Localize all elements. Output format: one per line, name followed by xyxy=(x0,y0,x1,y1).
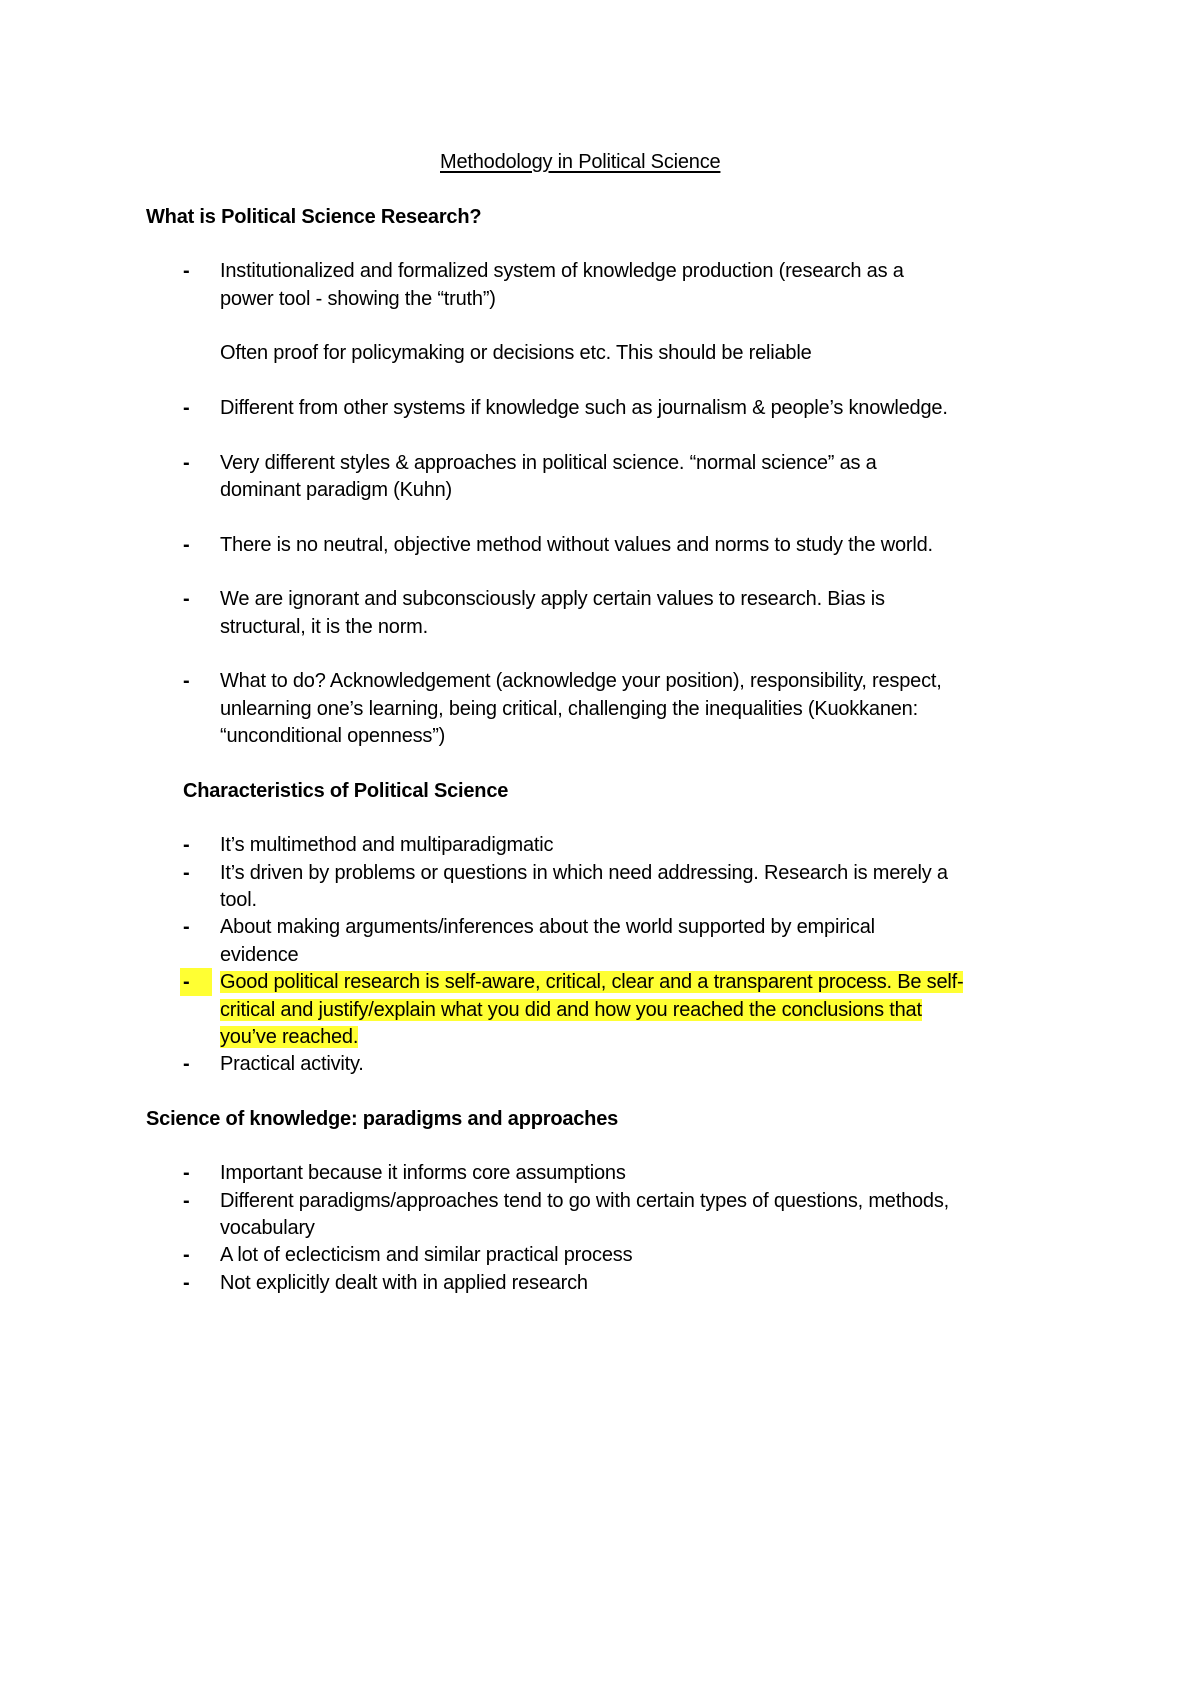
list-item-line: Very different styles & approaches in political science. “normal science” as a xyxy=(220,452,877,474)
bullet-dash: - xyxy=(183,1162,190,1184)
list-item-line: unlearning one’s learning, being critical, challenging the inequalities (Kuokkanen: xyxy=(220,698,918,720)
page-title: Methodology in Political Science xyxy=(440,151,721,173)
list-item-line: Important because it informs core assumptions xyxy=(220,1162,626,1184)
list-item-line: dominant paradigm (Kuhn) xyxy=(220,479,452,501)
bullet-dash: - xyxy=(183,834,190,856)
highlighted-text: Be self- xyxy=(897,971,964,993)
section-heading-research: What is Political Science Research? xyxy=(146,206,482,228)
list-item-line: What to do? Acknowledgement (acknowledge your position), responsibility, respect, xyxy=(220,670,942,692)
list-item-line: power tool - showing the “truth”) xyxy=(220,288,496,310)
list-item-line: “unconditional openness”) xyxy=(220,725,446,747)
list-item-line: It’s multimethod and multiparadigmatic xyxy=(220,834,554,856)
list-item-line: tool. xyxy=(220,889,257,911)
bullet-dash: - xyxy=(183,397,190,419)
bullet-dash: - xyxy=(183,588,190,610)
bullet-dash: - xyxy=(183,916,190,938)
list-item-line: A lot of eclecticism and similar practical process xyxy=(220,1244,633,1266)
list-item-line: Practical activity. xyxy=(220,1053,364,1075)
list-item-line xyxy=(220,968,963,996)
section-heading-characteristics: Characteristics of Political Science xyxy=(183,780,509,802)
bullet-dash: - xyxy=(183,452,190,474)
highlighted-text: Good political research is self-aware, critical, clear and a transparent process. xyxy=(220,971,898,993)
list-item-line: Not explicitly dealt with in applied research xyxy=(220,1272,588,1294)
list-item-line xyxy=(220,996,922,1024)
list-item-line: Different from other systems if knowledge such as journalism & people’s knowledge. xyxy=(220,397,948,419)
list-item-line: Institutionalized and formalized system of knowledge production (research as a xyxy=(220,260,904,282)
bullet-dash: - xyxy=(183,1053,190,1075)
list-item-line xyxy=(220,1023,358,1051)
list-item-line: About making arguments/inferences about the world supported by empirical xyxy=(220,916,875,938)
list-item-line: It’s driven by problems or questions in which need addressing. Research is merely a xyxy=(220,862,948,884)
list-item-line: There is no neutral, objective method without values and norms to study the world. xyxy=(220,534,933,556)
bullet-dash: - xyxy=(183,260,190,282)
list-item-line: Different paradigms/approaches tend to go with certain types of questions, methods, xyxy=(220,1190,950,1212)
list-item-line: vocabulary xyxy=(220,1217,315,1239)
bullet-dash: - xyxy=(183,670,190,692)
list-item-line: evidence xyxy=(220,944,299,966)
bullet-dash: - xyxy=(183,1244,190,1266)
list-item-line: structural, it is the norm. xyxy=(220,616,428,638)
bullet-dash: - xyxy=(183,862,190,884)
bullet-dash: - xyxy=(183,1190,190,1212)
list-item-note: Often proof for policymaking or decisions etc. This should be reliable xyxy=(220,342,812,364)
highlighted-text: critical and justify/explain what you did and how you reached the conclusions that xyxy=(220,999,922,1021)
bullet-dash: - xyxy=(183,534,190,556)
bullet-dash: - xyxy=(183,971,190,993)
highlighted-text: you’ve reached. xyxy=(220,1026,359,1048)
section-heading-knowledge: Science of knowledge: paradigms and approaches xyxy=(146,1108,619,1130)
bullet-dash: - xyxy=(183,1272,190,1294)
list-item-line: We are ignorant and subconsciously apply certain values to research. Bias is xyxy=(220,588,885,610)
